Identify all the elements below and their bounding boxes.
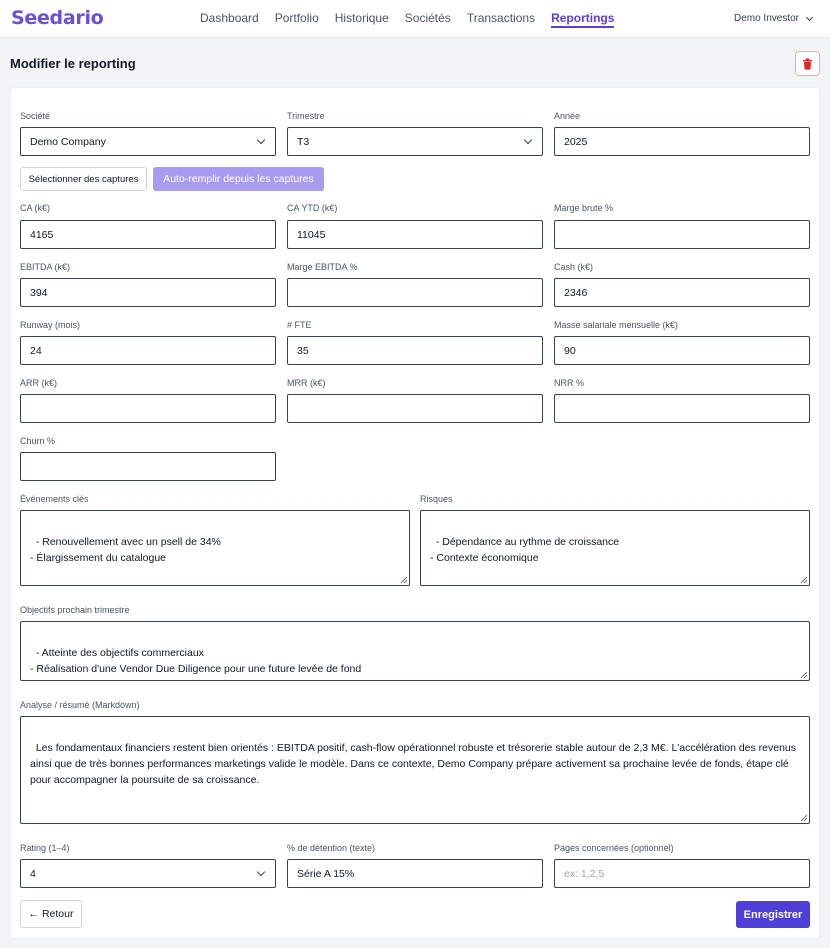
evenements-label: Événements clés [20, 494, 89, 504]
save-button[interactable]: Enregistrer [736, 901, 810, 928]
top-navbar [0, 0, 830, 38]
societe-value: Demo Company [30, 135, 106, 148]
risques-label: Risques [420, 494, 453, 504]
rating-label: Rating (1–4) [20, 843, 70, 853]
app-logo[interactable]: Seedario [11, 7, 104, 29]
objectifs-label: Objectifs prochain trimestre [20, 605, 130, 615]
ca-input[interactable] [20, 220, 276, 249]
ebitda-label: EBITDA (k€) [20, 262, 71, 272]
nav-transactions[interactable]: Transactions [466, 11, 536, 25]
back-button[interactable]: ← Retour [20, 900, 82, 928]
trimestre-label: Trimestre [287, 111, 325, 121]
analyse-textarea[interactable] [20, 716, 810, 824]
user-menu[interactable] [734, 13, 812, 24]
marge-ebitda-input[interactable] [287, 278, 543, 307]
evenements-value: - Renouvellement avec un psell de 34% - Élargissement du catalogue [30, 536, 221, 564]
pages-label: Pages concernées (optionnel) [554, 843, 674, 853]
societe-label: Société [20, 111, 51, 121]
ca-label: CA (k€) [20, 203, 51, 213]
annee-label: Année [554, 111, 581, 121]
mrr-label: MRR (k€) [287, 378, 326, 388]
marge-brute-input[interactable] [554, 220, 810, 249]
churn-label: Churn % [20, 436, 56, 446]
chevron-down-icon [524, 136, 532, 144]
fte-label: # FTE [287, 320, 312, 330]
ebitda-input[interactable] [20, 278, 276, 307]
select-captures-button[interactable]: Sélectionner des captures [20, 167, 147, 191]
evenements-textarea[interactable] [20, 510, 410, 586]
resize-grip-icon[interactable] [800, 671, 808, 679]
nrr-label: NRR % [554, 378, 585, 388]
rating-select[interactable] [20, 859, 276, 888]
resize-grip-icon[interactable] [800, 814, 808, 822]
nav-portfolio[interactable]: Portfolio [274, 11, 319, 25]
resize-grip-icon[interactable] [400, 576, 408, 584]
nav-historique[interactable]: Historique [334, 11, 389, 25]
objectifs-textarea[interactable] [20, 621, 810, 681]
rating-value: 4 [30, 867, 36, 880]
chevron-down-icon [257, 136, 265, 144]
autofill-button[interactable]: Auto-remplir depuis les captures [153, 167, 324, 191]
page-title: Modifier le reporting [10, 56, 136, 71]
nrr-input[interactable] [554, 394, 810, 423]
risques-textarea[interactable] [420, 510, 810, 586]
societe-select[interactable] [20, 127, 276, 156]
nav-societes[interactable]: Sociétés [404, 11, 451, 25]
marge-brute-label: Marge brute % [554, 203, 614, 213]
user-name: Demo Investor [733, 13, 799, 24]
marge-ebitda-label: Marge EBITDA % [287, 262, 358, 272]
churn-input[interactable] [20, 452, 276, 481]
main-nav [200, 11, 614, 28]
risques-value: - Dépendance au rythme de croissance - Contexte économique [430, 536, 620, 564]
annee-input[interactable] [554, 127, 810, 156]
analyse-label: Analyse / résumé (Markdown) [20, 700, 140, 710]
nav-reportings[interactable]: Reportings [551, 11, 614, 28]
objectifs-value: - Atteinte des objectifs commerciaux - Réalisation d'une Vendor Due Diligence pour une future levée de fond [30, 647, 362, 675]
delete-button[interactable] [795, 51, 820, 76]
trimestre-select[interactable] [287, 127, 543, 156]
ca-ytd-label: CA YTD (k€) [287, 203, 338, 213]
ca-ytd-input[interactable] [287, 220, 543, 249]
arr-label: ARR (k€) [20, 378, 58, 388]
pages-input[interactable] [554, 859, 810, 888]
detention-label: % de détention (texte) [287, 843, 376, 853]
resize-grip-icon[interactable] [800, 576, 808, 584]
analyse-value: Les fondamentaux financiers restent bien orientés : EBITDA positif, cash-flow opérationnel robuste et trésorerie stable autour de 2,3 M€. L'accélération des revenus ainsi que de très bonnes performances marketings valide le modèle. Dans ce contexte, Demo Company prépare activement sa prochaine levée de fonds, étape clé pour accompagner la poursuite de sa croissance. [30, 742, 799, 786]
arr-input[interactable] [20, 394, 276, 423]
trimestre-value: T3 [297, 135, 310, 148]
chevron-down-icon [806, 13, 813, 20]
mrr-input[interactable] [287, 394, 543, 423]
chevron-down-icon [257, 868, 265, 876]
runway-label: Runway (mois) [20, 320, 81, 330]
cash-input[interactable] [554, 278, 810, 307]
cash-label: Cash (k€) [554, 262, 594, 272]
runway-input[interactable] [20, 336, 276, 365]
detention-input[interactable] [287, 859, 543, 888]
masse-salariale-input[interactable] [554, 336, 810, 365]
nav-dashboard[interactable]: Dashboard [200, 11, 259, 25]
masse-salariale-label: Masse salariale mensuelle (k€) [554, 320, 679, 330]
trash-icon [802, 58, 813, 70]
fte-input[interactable] [287, 336, 543, 365]
